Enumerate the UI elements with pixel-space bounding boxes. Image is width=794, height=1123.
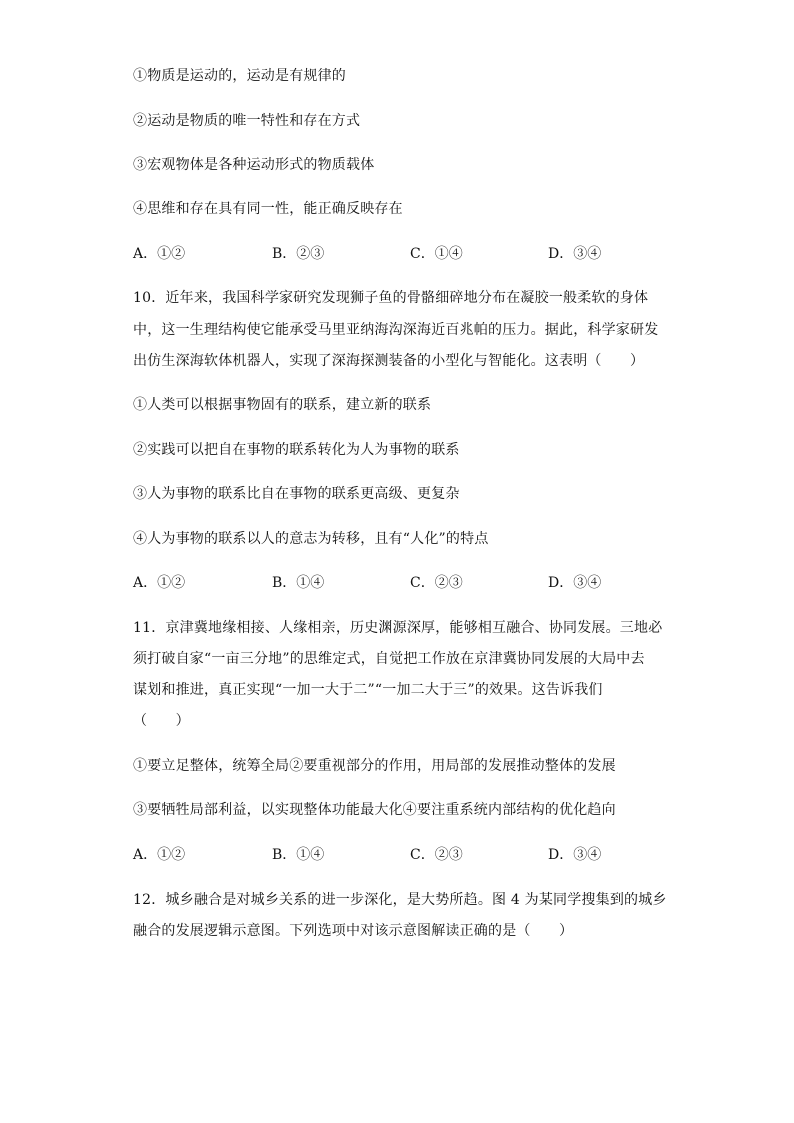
q9-statement-1: ①物质是运动的，运动是有规律的 [133, 68, 346, 84]
q10-statement-3: ③人为事物的联系比自在事物的联系更高级、更复杂 [133, 486, 460, 502]
q9-statement-2: ②运动是物质的唯一特性和存在方式 [133, 113, 361, 129]
q11-statement-2: ③要牺牲局部利益，以实现整体功能最大化④要注重系统内部结构的优化趋向 [133, 802, 616, 818]
q9-option-d: D．③④ [548, 246, 602, 262]
q11-stem-line-3: 谋划和推进，真正实现“一加一大于二”“一加二大于三”的效果。这告诉我们 [133, 682, 603, 698]
q11-option-a: A．①② [133, 847, 186, 863]
q10-stem-line-2: 中，这一生理结构使它能承受马里亚纳海沟深海近百兆帕的压力。据此，科学家研发 [133, 322, 659, 338]
q12-stem-line-2: 融合的发展逻辑示意图。下列选项中对该示意图解读正确的是（ ） [133, 923, 574, 939]
q9-statement-4: ④思维和存在具有同一性，能正确反映存在 [133, 201, 403, 217]
q10-option-b: B．①④ [272, 575, 325, 591]
q10-option-a: A．①② [133, 575, 186, 591]
q11-option-d: D．③④ [548, 847, 602, 863]
q10-option-d: D．③④ [548, 575, 602, 591]
q10-option-c: C．②③ [410, 575, 463, 591]
q10-options [133, 573, 673, 593]
q9-option-b: B．②③ [272, 246, 325, 262]
q10-statement-2: ②实践可以把自在事物的联系转化为人为事物的联系 [133, 442, 460, 458]
q11-option-b: B．①④ [272, 847, 325, 863]
q11-stem-line-4: （ ） [133, 713, 190, 729]
q9-statement-3: ③宏观物体是各种运动形式的物质载体 [133, 157, 375, 173]
q9-option-c: C．①④ [410, 246, 463, 262]
q9-option-a: A．①② [133, 246, 186, 262]
q11-statement-1: ①要立足整体，统筹全局②要重视部分的作用，用局部的发展推动整体的发展 [133, 758, 616, 774]
q10-statement-4: ④人为事物的联系以人的意志为转移，且有“人化”的特点 [133, 531, 489, 547]
q11-option-c: C．②③ [410, 847, 463, 863]
q12-stem-line-1: 12．城乡融合是对城乡关系的进一步深化，是大势所趋。图 4 为某同学搜集到的城乡 [133, 892, 667, 908]
q10-stem-line-1: 10．近年来，我国科学家研究发现狮子鱼的骨骼细碎地分布在凝胶一般柔软的身体 [133, 290, 649, 306]
q11-options [133, 845, 673, 865]
q9-options [133, 244, 673, 264]
q11-stem-line-2: 须打破自家“一亩三分地”的思维定式，自觉把工作放在京津冀协同发展的大局中去 [133, 651, 645, 667]
q10-statement-1: ①人类可以根据事物固有的联系，建立新的联系 [133, 397, 432, 413]
q10-stem-line-3: 出仿生深海软体机器人，实现了深海探测装备的小型化与智能化。这表明（ ） [133, 353, 645, 369]
q11-stem-line-1: 11．京津冀地缘相接、人缘相亲，历史渊源深厚，能够相互融合、协同发展。三地必 [133, 620, 663, 636]
